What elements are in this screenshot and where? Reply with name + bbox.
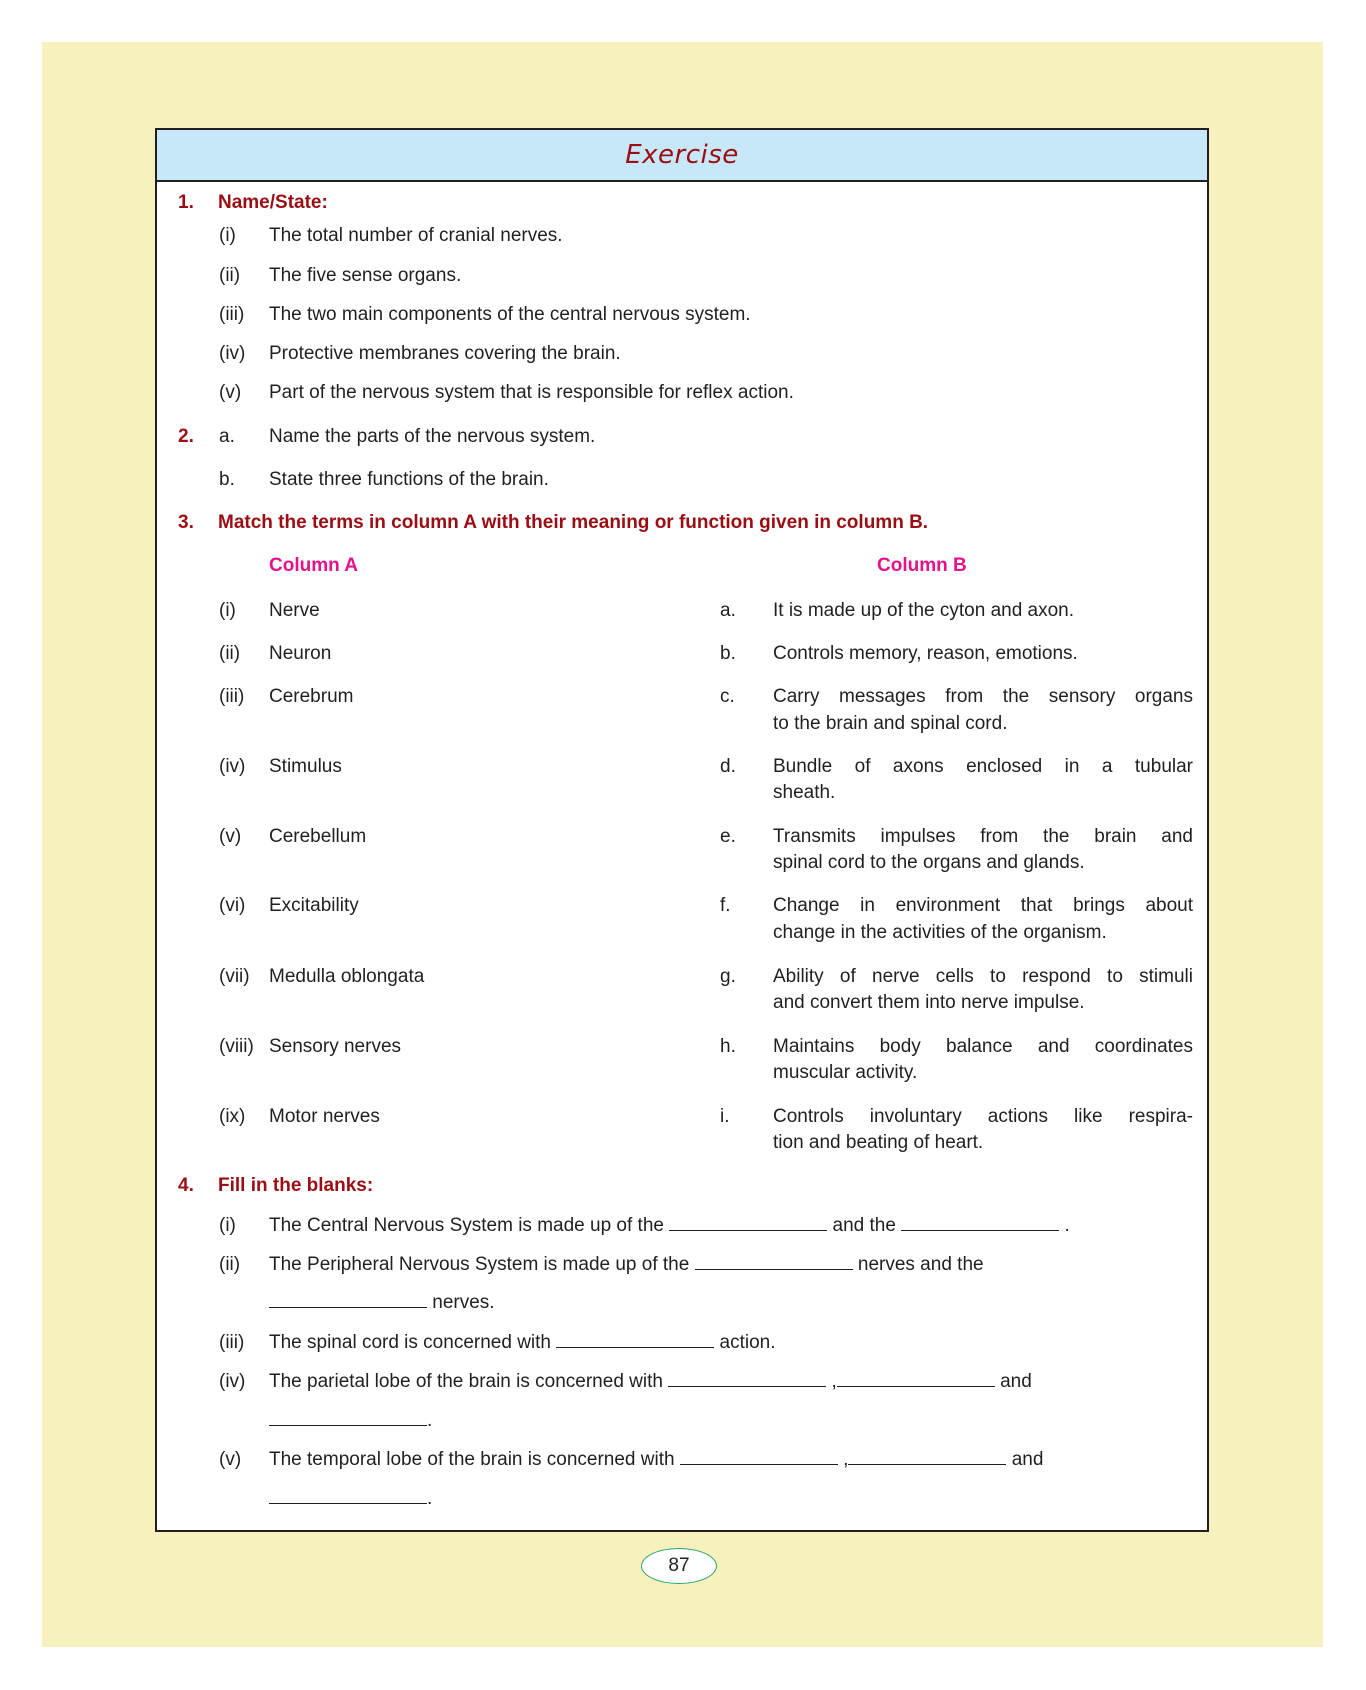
column-a-label: (iv) xyxy=(219,756,246,777)
blank-field[interactable] xyxy=(680,1450,838,1465)
question-number: 2. xyxy=(178,426,194,447)
fill-blank-sentence xyxy=(269,1449,1043,1471)
column-a-term: Cerebrum xyxy=(269,686,354,707)
page-number: 87 xyxy=(641,1548,717,1584)
column-a-label: (iii) xyxy=(219,686,245,707)
item-label: (i) xyxy=(219,225,236,246)
item-text: The total number of cranial nerves. xyxy=(269,225,563,246)
sentence-part: , xyxy=(843,1449,849,1470)
item-label: (ii) xyxy=(219,1254,241,1275)
item-label: (iii) xyxy=(219,1332,245,1353)
blank-field[interactable] xyxy=(668,1372,826,1387)
column-a-term: Medulla oblongata xyxy=(269,966,425,987)
sentence-part: . xyxy=(427,1410,433,1431)
column-a-term: Stimulus xyxy=(269,756,342,777)
sentence-part: nerves and the xyxy=(857,1254,984,1275)
question-title: Name/State: xyxy=(218,192,328,213)
item-text: Name the parts of the nervous system. xyxy=(269,426,596,447)
column-b-text-cont: spinal cord to the organs and glands. xyxy=(773,852,1085,873)
column-a-label: (viii) xyxy=(219,1036,254,1057)
blank-field[interactable] xyxy=(269,1489,427,1504)
fill-blank-sentence xyxy=(269,1215,1070,1237)
column-b-label: c. xyxy=(720,686,735,707)
column-b-text-cont: to the brain and spinal cord. xyxy=(773,713,1008,734)
question-number: 3. xyxy=(178,512,194,533)
sentence-part: . xyxy=(1064,1215,1070,1236)
fill-blank-sentence-cont xyxy=(269,1292,495,1314)
column-b-text: Transmits impulses from the brain and xyxy=(773,826,1193,847)
item-label: (v) xyxy=(219,382,242,403)
item-text: The two main components of the central nervous system. xyxy=(269,304,751,325)
column-a-label: (ii) xyxy=(219,643,241,664)
fill-blank-sentence-cont xyxy=(269,1488,432,1510)
item-label: (iv) xyxy=(219,343,246,364)
exercise-header xyxy=(157,130,1207,182)
sentence-part: action. xyxy=(719,1332,776,1353)
blank-field[interactable] xyxy=(669,1216,827,1231)
column-a-label: (i) xyxy=(219,600,236,621)
column-b-label: h. xyxy=(720,1036,736,1057)
column-b-text-cont: and convert them into nerve impulse. xyxy=(773,992,1085,1013)
sentence-part: and xyxy=(1011,1449,1044,1470)
column-b-text: It is made up of the cyton and axon. xyxy=(773,600,1075,621)
column-b-label: g. xyxy=(720,966,736,987)
column-a-term: Neuron xyxy=(269,643,332,664)
column-b-label: d. xyxy=(720,756,736,777)
sentence-part: The temporal lobe of the brain is concerned with xyxy=(269,1449,675,1470)
item-label: (v) xyxy=(219,1449,242,1470)
sentence-part: and the xyxy=(832,1215,896,1236)
column-b-text: Ability of nerve cells to respond to stimuli xyxy=(773,966,1193,987)
column-b-text: Controls involuntary actions like respira- xyxy=(773,1106,1193,1127)
question-number: 4. xyxy=(178,1175,194,1196)
item-text: The five sense organs. xyxy=(269,265,462,286)
blank-field[interactable] xyxy=(269,1411,427,1426)
column-b-label: e. xyxy=(720,826,736,847)
sentence-part: The Central Nervous System is made up of the xyxy=(269,1215,664,1236)
exercise-title: Exercise xyxy=(625,140,739,170)
item-label: b. xyxy=(219,469,235,490)
item-label: a. xyxy=(219,426,235,447)
blank-field[interactable] xyxy=(269,1293,427,1308)
column-b-label: i. xyxy=(720,1106,730,1127)
column-a-term: Nerve xyxy=(269,600,320,621)
item-label: (iv) xyxy=(219,1371,246,1392)
blank-field[interactable] xyxy=(695,1255,853,1270)
sentence-part: The spinal cord is concerned with xyxy=(269,1332,551,1353)
sentence-part: The Peripheral Nervous System is made up of the xyxy=(269,1254,690,1275)
column-a-term: Sensory nerves xyxy=(269,1036,402,1057)
fill-blank-sentence xyxy=(269,1332,776,1354)
sentence-part: . xyxy=(427,1488,433,1509)
sentence-part: The parietal lobe of the brain is concerned with xyxy=(269,1371,663,1392)
column-a-label: (ix) xyxy=(219,1106,246,1127)
blank-field[interactable] xyxy=(556,1333,714,1348)
column-b-text: Controls memory, reason, emotions. xyxy=(773,643,1078,664)
fill-blank-sentence xyxy=(269,1254,984,1276)
item-label: (ii) xyxy=(219,265,241,286)
column-b-text: Carry messages from the sensory organs xyxy=(773,686,1193,707)
column-b-text: Bundle of axons enclosed in a tubular xyxy=(773,756,1193,777)
column-b-label: b. xyxy=(720,643,736,664)
blank-field[interactable] xyxy=(848,1450,1006,1465)
item-text: Part of the nervous system that is responsible for reflex action. xyxy=(269,382,794,403)
column-a-term: Motor nerves xyxy=(269,1106,380,1127)
item-label: (iii) xyxy=(219,304,245,325)
item-text: State three functions of the brain. xyxy=(269,469,549,490)
column-b-text: Maintains body balance and coordinates xyxy=(773,1036,1193,1057)
fill-blank-sentence xyxy=(269,1371,1032,1393)
sentence-part: nerves. xyxy=(432,1292,495,1313)
question-number: 1. xyxy=(178,192,194,213)
sentence-part: and xyxy=(1000,1371,1032,1392)
column-b-text-cont: tion and beating of heart. xyxy=(773,1132,984,1153)
sentence-part: , xyxy=(831,1371,837,1392)
column-a-label: (vi) xyxy=(219,895,246,916)
item-text: Protective membranes covering the brain. xyxy=(269,343,621,364)
column-a-term: Cerebellum xyxy=(269,826,367,847)
column-a-term: Excitability xyxy=(269,895,359,916)
column-b-text: Change in environment that brings about xyxy=(773,895,1193,916)
column-b-text-cont: sheath. xyxy=(773,782,836,803)
question-title: Fill in the blanks: xyxy=(218,1175,374,1196)
item-label: (i) xyxy=(219,1215,236,1236)
column-a-label: (vii) xyxy=(219,966,250,987)
fill-blank-sentence-cont xyxy=(269,1410,432,1432)
column-a-heading: Column A xyxy=(269,555,359,576)
blank-field[interactable] xyxy=(837,1372,995,1387)
column-b-heading: Column B xyxy=(877,555,967,576)
column-b-label: f. xyxy=(720,895,731,916)
column-b-text-cont: muscular activity. xyxy=(773,1062,918,1083)
column-b-text-cont: change in the activities of the organism. xyxy=(773,922,1107,943)
blank-field[interactable] xyxy=(901,1216,1059,1231)
column-a-label: (v) xyxy=(219,826,242,847)
column-b-label: a. xyxy=(720,600,736,621)
question-title: Match the terms in column A with their meaning or function given in column B. xyxy=(218,512,929,533)
